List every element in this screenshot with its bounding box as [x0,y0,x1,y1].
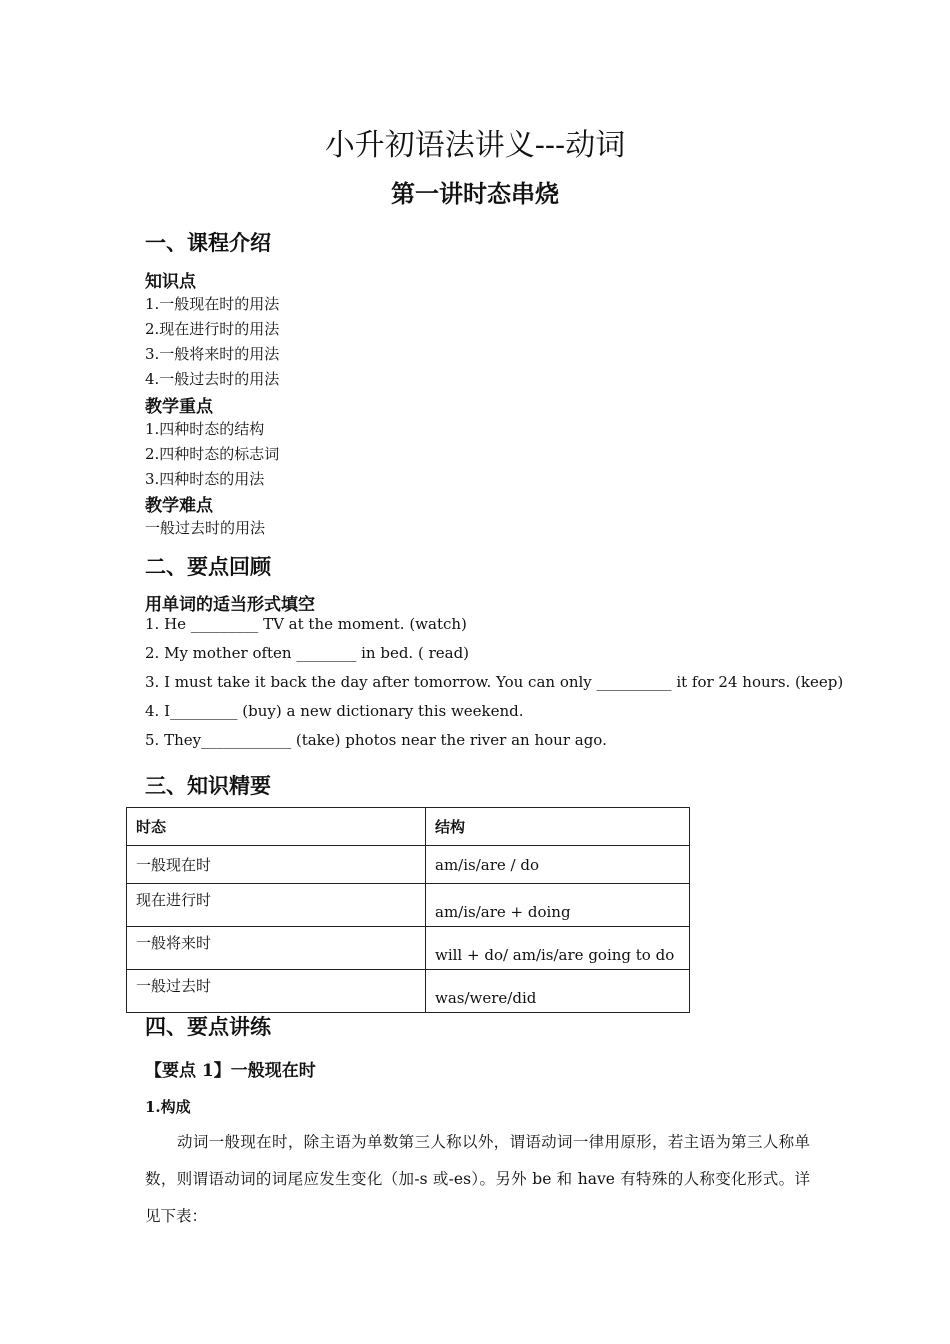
list-item: 一般过去时的用法 [145,519,266,537]
table-cell-structure: will + do/ am/is/are going to do [426,927,690,970]
list-item: 2.四种时态的标志词 [145,445,280,463]
list-item: 3.四种时态的用法 [145,470,265,488]
exercise-question: 1. He _________ TV at the moment. (watch) [145,615,467,633]
teaching-focus-label: 教学重点 [145,397,213,417]
table-cell-tense: 现在进行时 [127,884,426,927]
exercise-question: 2. My mother often ________ in bed. ( read) [145,644,470,662]
table-row [127,884,690,927]
table-cell-tense: 一般现在时 [127,846,426,884]
exercise-question: 5. They____________ (take) photos near the river an hour ago. [145,731,607,749]
table-row [127,927,690,970]
subheading-structure: 1.构成 [145,1098,191,1116]
section-heading-knowledge: 三、知识精要 [145,773,271,798]
table-row [127,846,690,884]
exercise-instruction: 用单词的适当形式填空 [145,595,315,615]
table-cell-tense: 一般过去时 [127,970,426,1013]
exercise-question: 3. I must take it back the day after tomorrow. You can only __________ it for 24 hours. (keep) [145,673,844,691]
knowledge-points-label: 知识点 [145,272,196,292]
document-title: 小升初语法讲义---动词 [324,128,626,163]
list-item: 4.一般过去时的用法 [145,370,280,388]
tense-structure-table [126,807,690,1013]
exercise-question: 4. I_________ (buy) a new dictionary this weekend. [145,702,524,720]
lecture-subtitle: 第一讲时态串烧 [391,179,559,208]
table-cell-structure: am/is/are + doing [426,884,690,927]
teaching-difficulty-label: 教学难点 [145,496,213,516]
table-cell-tense: 一般将来时 [127,927,426,970]
section-heading-review: 二、要点回顾 [145,554,271,579]
list-item: 1.四种时态的结构 [145,420,265,438]
table-row [127,970,690,1013]
point-heading: 【要点 1】一般现在时 [145,1061,316,1081]
table-header-tense: 时态 [127,808,426,846]
table-header-structure: 结构 [426,808,690,846]
section-heading-course-intro: 一、课程介绍 [145,230,271,255]
list-item: 3.一般将来时的用法 [145,345,280,363]
table-cell-structure: was/were/did [426,970,690,1013]
table-header-row [127,808,690,846]
section-heading-practice: 四、要点讲练 [145,1014,271,1039]
list-item: 1.一般现在时的用法 [145,295,280,313]
body-paragraph: 动词一般现在时，除主语为单数第三人称以外，谓语动词一律用原形，若主语为第三人称单数，则谓语动词的词尾应发生变化（加-s 或-es）。另外 be 和 have 有特殊的人称变化形式。详见下表： [145,1133,810,1225]
table-cell-structure: am/is/are / do [426,846,690,884]
list-item: 2.现在进行时的用法 [145,320,280,338]
